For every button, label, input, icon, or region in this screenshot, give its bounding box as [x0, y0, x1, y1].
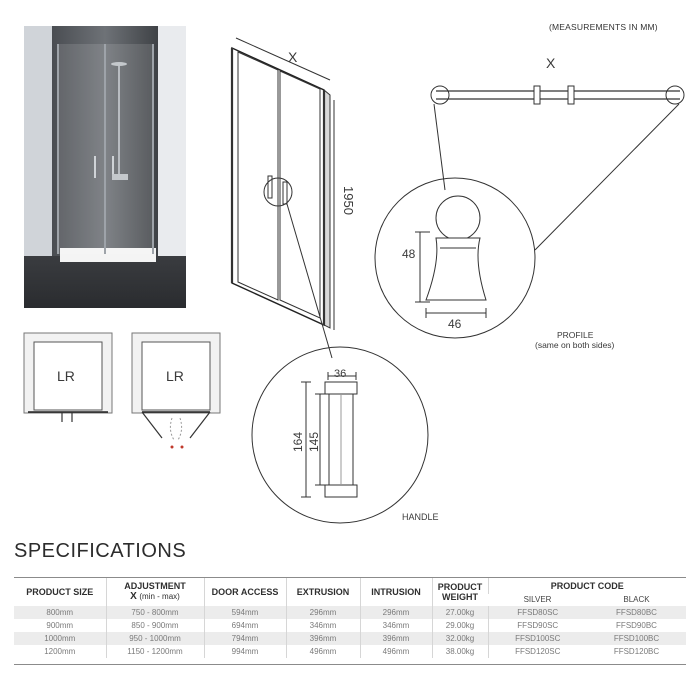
hinge-right-label: LR: [166, 368, 184, 384]
header-extrusion: EXTRUSION: [286, 578, 360, 606]
cell-silver: FFSD80SC: [488, 606, 587, 619]
cell-door-access: 794mm: [204, 632, 286, 645]
cell-extrusion: 296mm: [286, 606, 360, 619]
cell-black: FFSD80BC: [587, 606, 686, 619]
cell-size: 900mm: [14, 619, 106, 632]
header-adjustment-x: X: [130, 591, 137, 603]
door-height-label: 1950: [341, 186, 356, 215]
cell-intrusion: 346mm: [360, 619, 432, 632]
cell-black: FFSD90BC: [587, 619, 686, 632]
cell-intrusion: 296mm: [360, 606, 432, 619]
door-width-label: X: [288, 49, 298, 65]
cell-door-access: 594mm: [204, 606, 286, 619]
header-adjustment-title: ADJUSTMENT: [124, 581, 186, 592]
specifications-rows: [14, 606, 686, 658]
profile-caption-sub: (same on both sides): [535, 340, 615, 350]
cell-silver: FFSD120SC: [488, 645, 587, 658]
header-silver: SILVER: [523, 595, 552, 604]
hinge-left-label: LR: [57, 368, 75, 384]
cell-extrusion: 496mm: [286, 645, 360, 658]
cell-black: FFSD120BC: [587, 645, 686, 658]
cell-weight: 32.00kg: [432, 632, 488, 645]
cell-extrusion: 396mm: [286, 632, 360, 645]
cell-door-access: 994mm: [204, 645, 286, 658]
cell-door-access: 694mm: [204, 619, 286, 632]
table-row: [14, 632, 686, 645]
cell-adjustment: 750 - 800mm: [106, 606, 204, 619]
cell-intrusion: 496mm: [360, 645, 432, 658]
cell-silver: FFSD90SC: [488, 619, 587, 632]
handle-inner-height-label: 145: [307, 431, 321, 452]
header-product-weight-line2: WEIGHT: [442, 591, 478, 602]
cell-weight: 27.00kg: [432, 606, 488, 619]
cell-silver: FFSD100SC: [488, 632, 587, 645]
handle-caption: HANDLE: [402, 512, 439, 522]
profile-detail: [415, 196, 486, 318]
cell-intrusion: 396mm: [360, 632, 432, 645]
cell-adjustment: 950 - 1000mm: [106, 632, 204, 645]
table-row: [14, 645, 686, 658]
table-bottom-rule: [14, 664, 686, 665]
header-intrusion: INTRUSION: [360, 578, 432, 606]
profile-caption: PROFILE: [557, 330, 594, 340]
cell-size: 1200mm: [14, 645, 106, 658]
profile-height-label: 48: [402, 247, 416, 261]
table-row: [14, 606, 686, 619]
specifications-title: SPECIFICATIONS: [14, 540, 187, 562]
cell-black: FFSD100BC: [587, 632, 686, 645]
handle-depth-label: 36: [334, 368, 347, 380]
header-product-weight: [432, 578, 488, 606]
profile-top-drawing: [375, 86, 684, 338]
header-adjustment: [106, 578, 204, 606]
cell-weight: 38.00kg: [432, 645, 488, 658]
door-front-drawing: [232, 38, 334, 358]
cell-weight: 29.00kg: [432, 619, 488, 632]
cell-adjustment: 1150 - 1200mm: [106, 645, 204, 658]
table-row: [14, 619, 686, 632]
specifications-table: [14, 577, 686, 658]
profile-width-label: 46: [448, 317, 462, 331]
cell-adjustment: 850 - 900mm: [106, 619, 204, 632]
header-door-access: DOOR ACCESS: [204, 578, 286, 606]
header-black: BLACK: [623, 595, 650, 604]
cell-size: 800mm: [14, 606, 106, 619]
cell-size: 1000mm: [14, 632, 106, 645]
cell-extrusion: 346mm: [286, 619, 360, 632]
header-product-size: PRODUCT SIZE: [14, 578, 106, 606]
handle-outer-height-label: 164: [291, 431, 305, 452]
profile-top-label: X: [546, 55, 556, 71]
header-adjustment-range: (min - max): [139, 592, 180, 602]
header-product-weight-line1: PRODUCT: [437, 581, 483, 592]
measurements-note: (MEASUREMENTS IN MM): [549, 22, 658, 32]
header-product-code: PRODUCT CODE: [488, 578, 686, 594]
hinge-diagram-right: [132, 333, 220, 449]
